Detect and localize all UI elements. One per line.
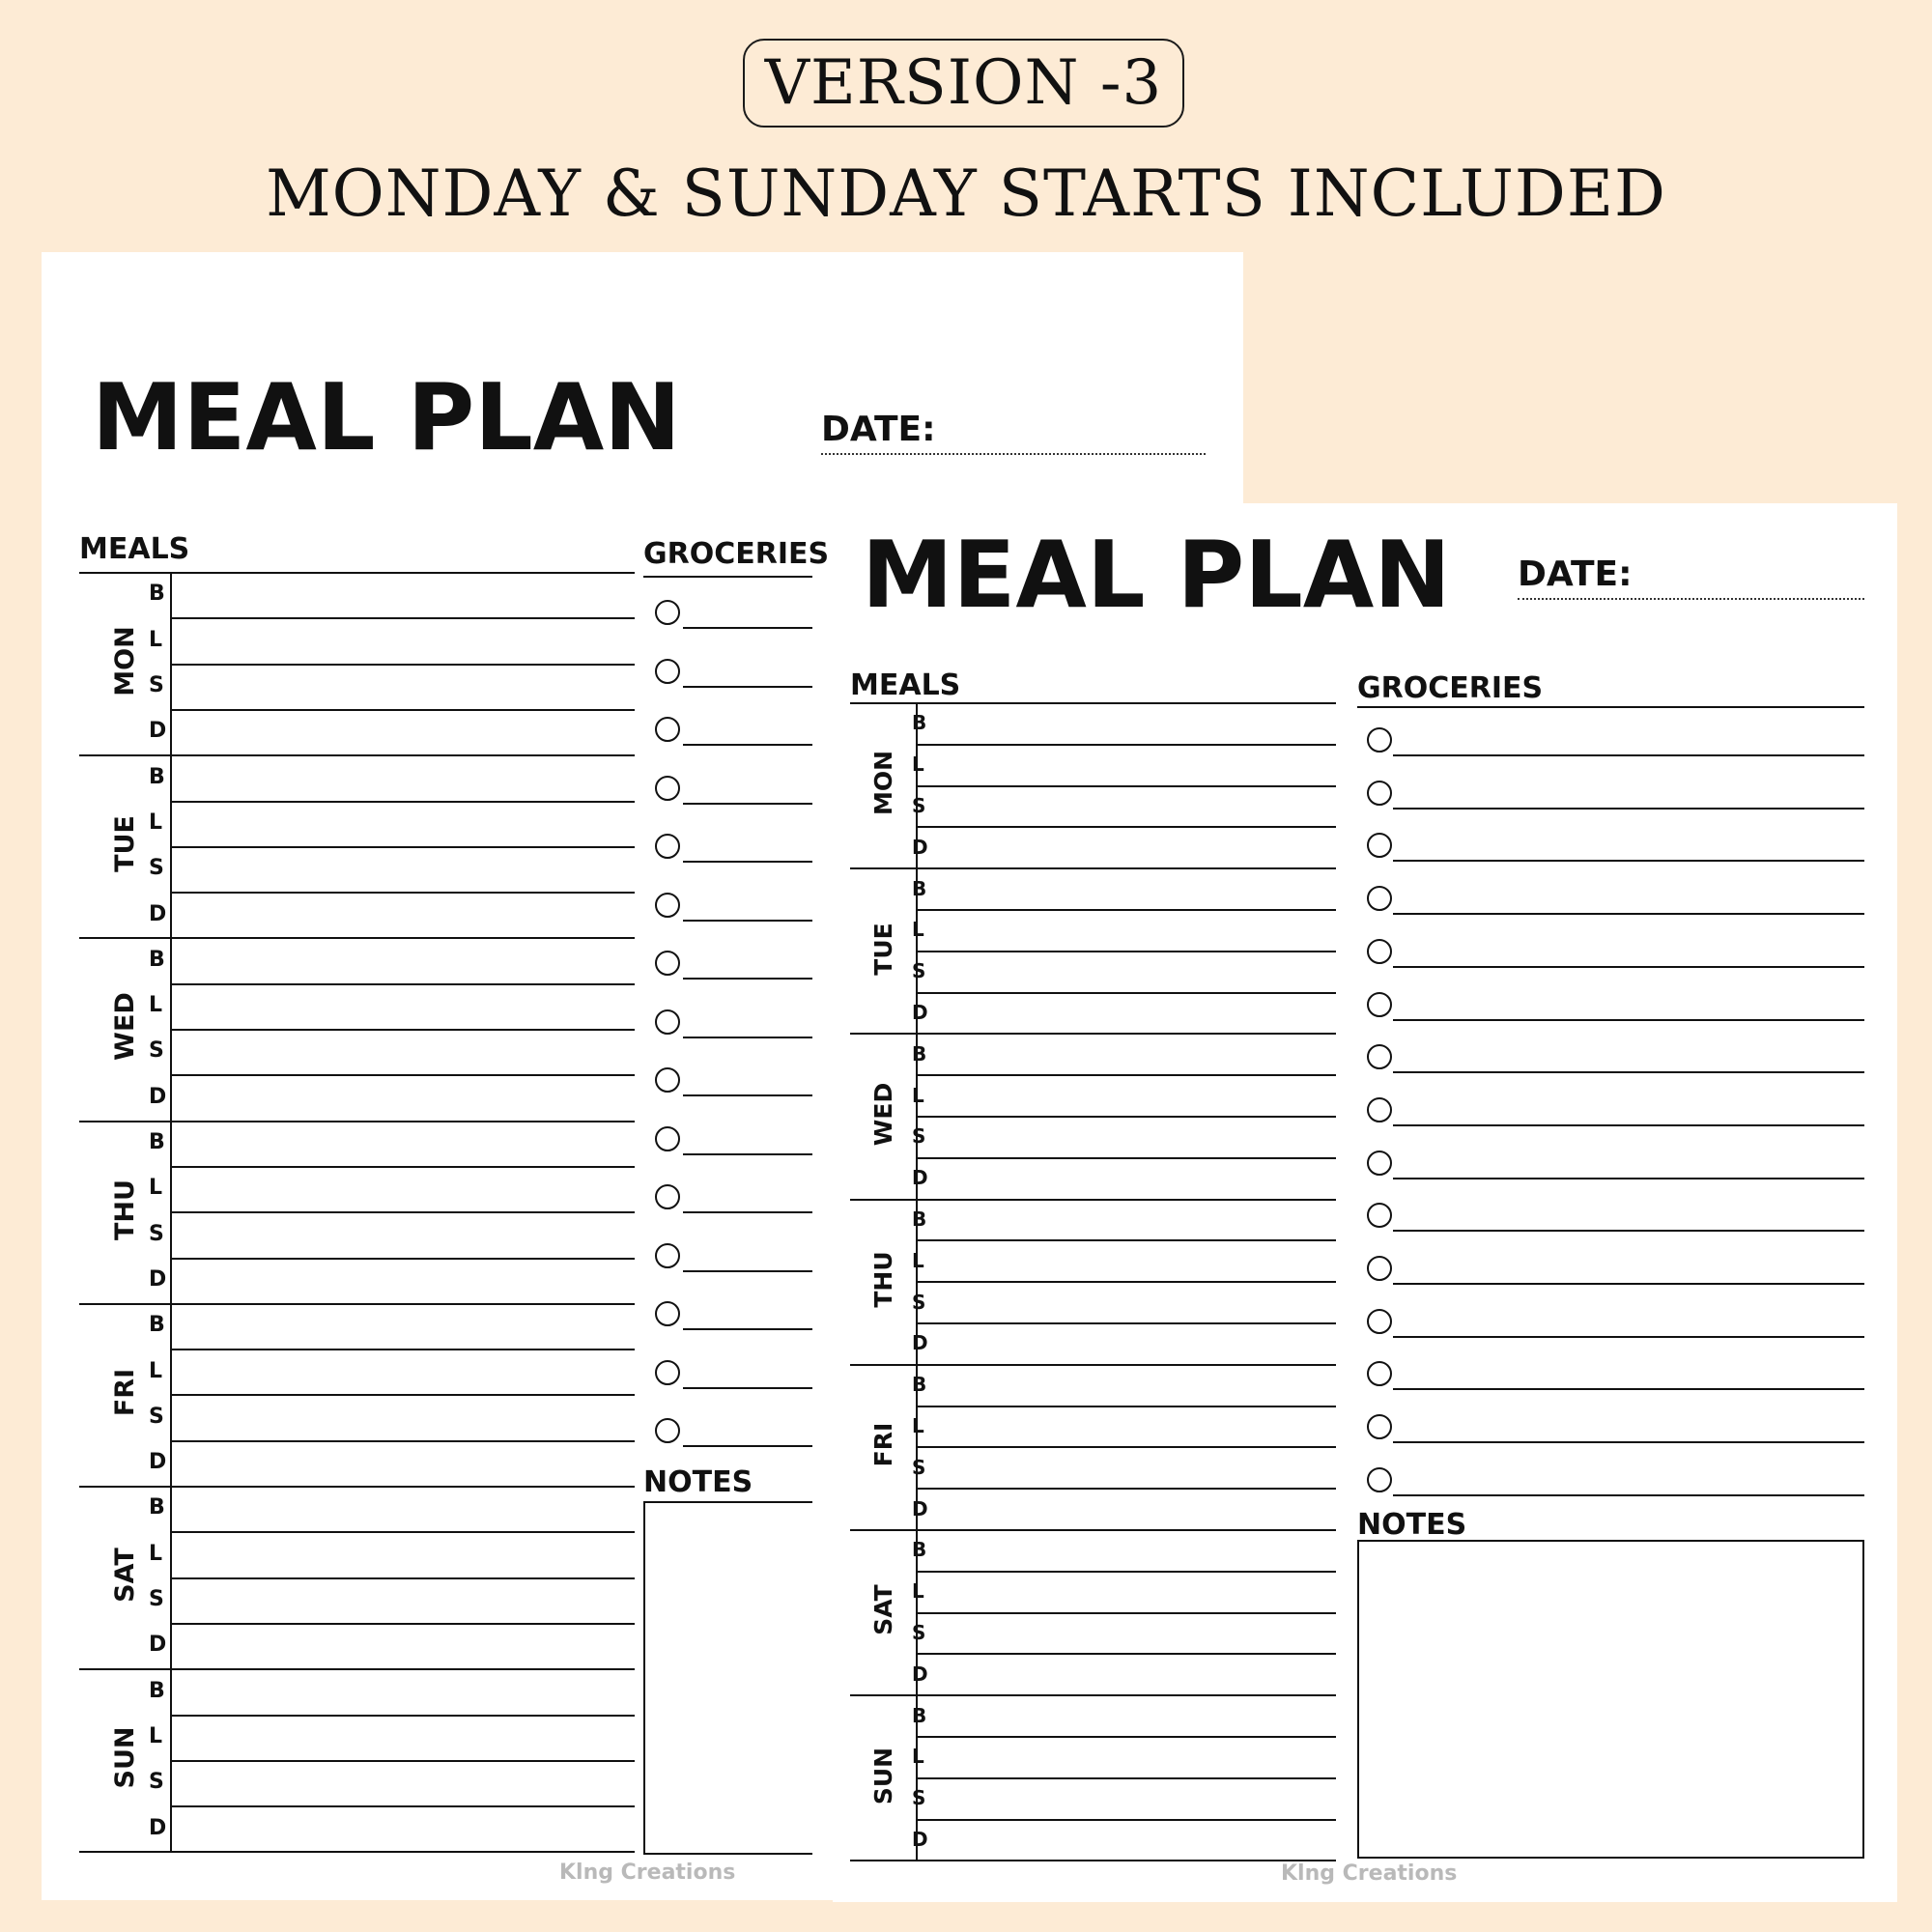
day-bottom-rule xyxy=(850,1860,1336,1861)
grocery-checkbox[interactable] xyxy=(655,1301,680,1326)
grocery-item-line[interactable] xyxy=(683,1387,812,1389)
meal-entry-line[interactable] xyxy=(918,1116,1336,1118)
meals-header-rule xyxy=(79,572,635,574)
grocery-checkbox[interactable] xyxy=(1367,1467,1392,1492)
grocery-checkbox[interactable] xyxy=(655,659,680,684)
date-label: DATE: xyxy=(1518,554,1633,594)
day-label-mon: MON xyxy=(110,626,141,696)
subtitle: MONDAY & SUNDAY STARTS INCLUDED xyxy=(266,156,1666,231)
meal-slot-label: D xyxy=(912,1496,928,1520)
meal-slot-label: L xyxy=(149,1358,163,1383)
day-label-sat: SAT xyxy=(110,1548,141,1603)
meal-entry-line[interactable] xyxy=(918,1281,1336,1283)
meal-slot-label: B xyxy=(912,876,927,900)
meal-slot-label: L xyxy=(912,1248,924,1272)
grocery-item-line[interactable] xyxy=(683,627,812,629)
meal-slot-label: B xyxy=(912,1041,927,1065)
meal-entry-line[interactable] xyxy=(172,1074,635,1076)
day-bottom-rule xyxy=(79,1121,635,1122)
meal-entry-line[interactable] xyxy=(918,826,1336,828)
meal-entry-line[interactable] xyxy=(918,744,1336,746)
grocery-item-line[interactable] xyxy=(1393,1178,1864,1179)
groceries-heading: GROCERIES xyxy=(1357,671,1544,705)
meal-entry-line[interactable] xyxy=(172,801,635,803)
version-badge: VERSION -3 xyxy=(743,39,1184,128)
meal-entry-line[interactable] xyxy=(172,1531,635,1533)
day-label-thu: THU xyxy=(110,1179,141,1240)
grocery-checkbox[interactable] xyxy=(1367,1256,1392,1281)
meal-entry-line[interactable] xyxy=(918,1736,1336,1738)
meal-slot-label: D xyxy=(912,1166,928,1190)
meal-slot-label: L xyxy=(149,810,163,835)
meal-entry-line[interactable] xyxy=(172,1258,635,1260)
meal-slot-label: S xyxy=(912,1786,926,1810)
meal-entry-line[interactable] xyxy=(918,992,1336,994)
meal-slot-label: D xyxy=(149,901,167,926)
day-label-fri: FRI xyxy=(110,1368,141,1416)
meal-slot-label: D xyxy=(149,1815,167,1840)
grocery-checkbox[interactable] xyxy=(1367,727,1392,753)
day-label-wed: WED xyxy=(110,992,141,1062)
meal-slot-label: D xyxy=(149,1450,167,1475)
date-field[interactable] xyxy=(1518,598,1864,600)
day-label-sun: SUN xyxy=(110,1726,141,1789)
grocery-checkbox[interactable] xyxy=(655,834,680,859)
day-bottom-rule xyxy=(850,1199,1336,1201)
meal-slot-label: B xyxy=(149,1495,165,1520)
meal-slot-label: B xyxy=(149,947,165,972)
day-label-mon: MON xyxy=(869,751,898,816)
meal-entry-line[interactable] xyxy=(172,709,635,711)
grocery-checkbox[interactable] xyxy=(655,1126,680,1151)
day-bottom-rule xyxy=(79,754,635,756)
meal-entry-line[interactable] xyxy=(172,1349,635,1350)
meal-slot-label: S xyxy=(149,1770,164,1795)
grocery-checkbox[interactable] xyxy=(1367,992,1392,1017)
meal-plan-sheet-front xyxy=(833,503,1897,1902)
grocery-checkbox[interactable] xyxy=(1367,1044,1392,1069)
day-bottom-rule xyxy=(850,1529,1336,1531)
grocery-item-line[interactable] xyxy=(1393,1230,1864,1232)
meal-slot-label: L xyxy=(912,918,924,942)
meal-slot-label: L xyxy=(912,1579,924,1604)
meal-slot-label: S xyxy=(912,794,926,818)
grocery-item-line[interactable] xyxy=(683,978,812,980)
grocery-item-line[interactable] xyxy=(683,1211,812,1213)
meal-slot-label: B xyxy=(912,1208,927,1232)
meal-entry-line[interactable] xyxy=(172,1394,635,1396)
meal-entry-line[interactable] xyxy=(918,1446,1336,1448)
meal-slot-label: B xyxy=(149,764,165,789)
grocery-item-line[interactable] xyxy=(1393,1441,1864,1443)
day-label-tue: TUE xyxy=(869,922,898,976)
meal-slot-label: S xyxy=(149,1404,164,1429)
groceries-header-rule xyxy=(1357,706,1864,708)
grocery-item-line[interactable] xyxy=(683,1270,812,1272)
day-bottom-rule xyxy=(850,1694,1336,1696)
grocery-checkbox[interactable] xyxy=(1367,833,1392,858)
meal-slot-label: B xyxy=(149,582,165,607)
meal-entry-line[interactable] xyxy=(172,617,635,619)
grocery-item-line[interactable] xyxy=(683,920,812,922)
meal-entry-line[interactable] xyxy=(918,1488,1336,1490)
meal-slot-label: S xyxy=(912,1290,926,1314)
notes-area[interactable] xyxy=(643,1501,812,1855)
grocery-item-line[interactable] xyxy=(1393,1283,1864,1285)
meal-slot-label: L xyxy=(912,1083,924,1107)
meal-slot-label: L xyxy=(912,1745,924,1769)
meal-slot-label: S xyxy=(149,673,164,697)
meal-entry-line[interactable] xyxy=(918,1571,1336,1573)
grocery-item-line[interactable] xyxy=(1393,860,1864,862)
meal-entry-line[interactable] xyxy=(918,1819,1336,1821)
grocery-item-line[interactable] xyxy=(683,1445,812,1447)
meal-entry-line[interactable] xyxy=(918,1777,1336,1779)
grocery-item-line[interactable] xyxy=(683,803,812,805)
meal-slot-label: L xyxy=(912,1414,924,1438)
meal-entry-line[interactable] xyxy=(172,1440,635,1442)
grocery-checkbox[interactable] xyxy=(1367,781,1392,806)
meal-slot-label: D xyxy=(912,1662,928,1686)
meal-entry-line[interactable] xyxy=(918,951,1336,952)
day-label-wed: WED xyxy=(869,1082,898,1146)
grocery-checkbox[interactable] xyxy=(655,1009,680,1035)
meal-slot-label: D xyxy=(912,1331,928,1355)
grocery-checkbox[interactable] xyxy=(1367,1203,1392,1228)
meal-slot-label: D xyxy=(912,1001,928,1025)
groceries-header-rule xyxy=(643,576,812,578)
meal-entry-line[interactable] xyxy=(172,1577,635,1579)
grocery-item-line[interactable] xyxy=(1393,754,1864,756)
meals-heading: MEALS xyxy=(850,668,961,702)
grocery-checkbox[interactable] xyxy=(655,717,680,742)
grocery-checkbox[interactable] xyxy=(1367,939,1392,964)
grocery-checkbox[interactable] xyxy=(655,1184,680,1209)
meal-slot-label: S xyxy=(912,959,926,983)
meal-entry-line[interactable] xyxy=(918,1322,1336,1324)
day-bottom-rule xyxy=(850,1033,1336,1035)
day-label-thu: THU xyxy=(869,1251,898,1308)
meal-slot-label: B xyxy=(912,711,927,735)
meal-slot-label: L xyxy=(149,1723,163,1748)
meal-slot-label: L xyxy=(912,753,924,777)
meal-entry-line[interactable] xyxy=(172,1760,635,1762)
meal-entry-line[interactable] xyxy=(172,1166,635,1168)
meal-slot-label: S xyxy=(149,1038,164,1064)
meal-entry-line[interactable] xyxy=(172,664,635,666)
watermark-text: Klng Creations xyxy=(559,1861,736,1885)
meal-slot-label: B xyxy=(149,1313,165,1338)
date-field[interactable] xyxy=(821,453,1206,455)
grocery-checkbox[interactable] xyxy=(1367,1361,1392,1386)
meal-entry-line[interactable] xyxy=(918,785,1336,787)
meal-entry-line[interactable] xyxy=(918,1612,1336,1614)
grocery-item-line[interactable] xyxy=(1393,1124,1864,1126)
day-bottom-rule xyxy=(850,1364,1336,1366)
meal-slot-label: D xyxy=(149,1084,167,1109)
meal-slot-label: S xyxy=(912,1621,926,1645)
grocery-checkbox[interactable] xyxy=(655,776,680,801)
meal-slot-label: D xyxy=(149,1633,167,1658)
meal-entry-line[interactable] xyxy=(172,1715,635,1717)
meal-entry-line[interactable] xyxy=(172,892,635,894)
day-label-fri: FRI xyxy=(869,1422,898,1467)
grocery-checkbox[interactable] xyxy=(1367,1151,1392,1176)
meals-heading: MEALS xyxy=(79,532,190,566)
day-bottom-rule xyxy=(79,1851,635,1853)
meal-slot-label: L xyxy=(149,993,163,1018)
meals-header-rule xyxy=(850,702,1336,704)
day-bottom-rule xyxy=(850,867,1336,869)
grocery-item-line[interactable] xyxy=(1393,1336,1864,1338)
date-label: DATE: xyxy=(821,410,936,449)
grocery-checkbox[interactable] xyxy=(655,1067,680,1093)
meal-slot-label: D xyxy=(912,1828,928,1852)
grocery-checkbox[interactable] xyxy=(655,893,680,918)
meal-slot-label: D xyxy=(149,1266,167,1292)
meal-slot-label: B xyxy=(912,1703,927,1727)
meal-entry-line[interactable] xyxy=(172,1029,635,1031)
meal-entry-line[interactable] xyxy=(918,1406,1336,1407)
day-bottom-rule xyxy=(79,1668,635,1670)
meal-slot-label: L xyxy=(149,627,163,652)
day-label-sat: SAT xyxy=(869,1584,898,1636)
meal-slot-label: L xyxy=(149,1176,163,1201)
meal-slot-label: B xyxy=(912,1538,927,1562)
watermark-text: Klng Creations xyxy=(1281,1861,1458,1886)
meal-entry-line[interactable] xyxy=(918,1239,1336,1241)
meal-slot-label: B xyxy=(149,1130,165,1154)
meal-slot-label: S xyxy=(149,856,164,881)
meal-entry-line[interactable] xyxy=(172,846,635,848)
day-bottom-rule xyxy=(79,1486,635,1488)
meal-slot-label: B xyxy=(912,1373,927,1397)
grocery-item-line[interactable] xyxy=(1393,1494,1864,1496)
grocery-item-line[interactable] xyxy=(1393,1071,1864,1073)
meal-entry-line[interactable] xyxy=(172,1211,635,1213)
grocery-item-line[interactable] xyxy=(683,1328,812,1330)
grocery-item-line[interactable] xyxy=(1393,1388,1864,1390)
grocery-checkbox[interactable] xyxy=(655,951,680,976)
grocery-item-line[interactable] xyxy=(683,1094,812,1096)
grocery-checkbox[interactable] xyxy=(1367,1097,1392,1122)
meal-slot-label: S xyxy=(149,1587,164,1611)
meal-entry-line[interactable] xyxy=(918,1157,1336,1159)
notes-area[interactable] xyxy=(1357,1540,1864,1859)
grocery-item-line[interactable] xyxy=(683,1037,812,1038)
meal-entry-line[interactable] xyxy=(172,1805,635,1807)
meal-slot-label: S xyxy=(149,1221,164,1246)
grocery-item-line[interactable] xyxy=(1393,808,1864,810)
meal-slot-label: S xyxy=(912,1455,926,1479)
grocery-checkbox[interactable] xyxy=(1367,886,1392,911)
grocery-item-line[interactable] xyxy=(1393,1019,1864,1021)
grocery-checkbox[interactable] xyxy=(1367,1414,1392,1439)
groceries-heading: GROCERIES xyxy=(643,537,830,571)
notes-heading: NOTES xyxy=(643,1465,753,1499)
meal-entry-line[interactable] xyxy=(172,1623,635,1625)
day-label-sun: SUN xyxy=(869,1747,898,1804)
notes-heading: NOTES xyxy=(1357,1508,1467,1542)
day-bottom-rule xyxy=(79,1303,635,1305)
meal-slot-label: D xyxy=(149,719,167,744)
meal-entry-line[interactable] xyxy=(918,1653,1336,1655)
meal-entry-line[interactable] xyxy=(918,909,1336,911)
meal-slot-label: B xyxy=(149,1678,165,1703)
grocery-checkbox[interactable] xyxy=(1367,1309,1392,1334)
day-label-tue: TUE xyxy=(110,815,141,873)
meal-slot-label: S xyxy=(912,1124,926,1149)
page-title: MEAL PLAN xyxy=(92,365,681,471)
grocery-item-line[interactable] xyxy=(1393,913,1864,915)
grocery-item-line[interactable] xyxy=(683,686,812,688)
grocery-item-line[interactable] xyxy=(683,1153,812,1155)
grocery-item-line[interactable] xyxy=(683,861,812,863)
grocery-checkbox[interactable] xyxy=(655,1418,680,1443)
page-title: MEAL PLAN xyxy=(862,523,1451,629)
grocery-item-line[interactable] xyxy=(1393,966,1864,968)
meal-entry-line[interactable] xyxy=(918,1074,1336,1076)
meal-slot-label: D xyxy=(912,835,928,859)
grocery-checkbox[interactable] xyxy=(655,600,680,625)
grocery-checkbox[interactable] xyxy=(655,1360,680,1385)
meal-entry-line[interactable] xyxy=(172,983,635,985)
grocery-checkbox[interactable] xyxy=(655,1243,680,1268)
day-bottom-rule xyxy=(79,937,635,939)
grocery-item-line[interactable] xyxy=(683,744,812,746)
meal-slot-label: L xyxy=(149,1541,163,1566)
